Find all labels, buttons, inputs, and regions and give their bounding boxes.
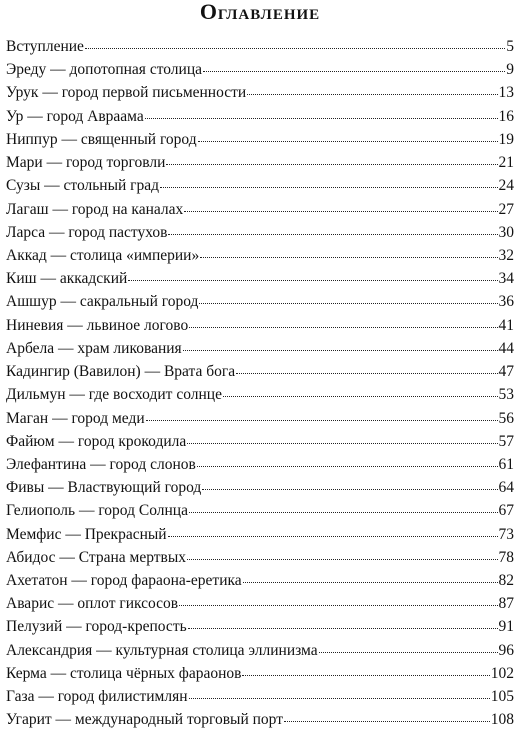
toc-entry-page-number: 47 — [499, 360, 514, 383]
dot-leader — [203, 57, 505, 72]
toc-entry-title: Ларса — город пастухов — [6, 221, 167, 244]
toc-entry-title: Маган — город меди — [6, 407, 145, 430]
toc-list — [6, 35, 514, 732]
dot-leader — [284, 707, 490, 722]
toc-entry — [6, 453, 514, 476]
toc-entry-title: Керма — столица чёрных фараонов — [6, 662, 241, 685]
toc-entry-title: Мари — город торговли — [6, 151, 165, 174]
toc-entry-title: Файюм — город крокодила — [6, 430, 186, 453]
toc-entry — [6, 174, 514, 197]
toc-entry-title: Вступление — [6, 35, 84, 58]
toc-entry-page-number: 32 — [499, 244, 514, 267]
dot-leader — [198, 127, 498, 142]
toc-entry-page-number: 64 — [499, 476, 514, 499]
toc-entry — [6, 639, 514, 662]
toc-entry-page-number: 102 — [491, 662, 514, 685]
toc-entry — [6, 267, 514, 290]
toc-entry-page-number: 108 — [491, 708, 514, 731]
toc-entry — [6, 499, 514, 522]
toc-entry-page-number: 91 — [499, 615, 514, 638]
toc-entry — [6, 546, 514, 569]
toc-entry — [6, 81, 514, 104]
toc-entry-page-number: 36 — [499, 290, 514, 313]
dot-leader — [166, 150, 497, 165]
toc-entry — [6, 685, 514, 708]
toc-entry-page-number: 19 — [499, 128, 514, 151]
toc-entry — [6, 35, 514, 58]
toc-entry-title: Пелузий — город-крепость — [6, 615, 187, 638]
dot-leader — [188, 614, 498, 629]
dot-leader — [319, 638, 498, 653]
toc-entry — [6, 290, 514, 313]
toc-entry-page-number: 9 — [506, 58, 514, 81]
dot-leader — [189, 498, 498, 513]
toc-entry-page-number: 87 — [499, 592, 514, 615]
toc-entry — [6, 314, 514, 337]
toc-entry-title: Урук — город первой письменности — [6, 81, 246, 104]
toc-entry-title: Газа — город филистимлян — [6, 685, 188, 708]
toc-entry — [6, 221, 514, 244]
toc-entry — [6, 128, 514, 151]
dot-leader — [247, 80, 497, 95]
dot-leader — [179, 591, 497, 606]
toc-entry — [6, 383, 514, 406]
toc-entry-page-number: 5 — [506, 35, 514, 58]
toc-entry — [6, 244, 514, 267]
toc-entry — [6, 337, 514, 360]
toc-entry-page-number: 30 — [499, 221, 514, 244]
toc-entry — [6, 407, 514, 430]
dot-leader — [189, 313, 497, 328]
dot-leader — [168, 522, 498, 537]
toc-entry — [6, 523, 514, 546]
dot-leader — [189, 684, 490, 699]
toc-entry-title: Ашшур — сакральный город — [6, 290, 198, 313]
toc-entry-title: Абидос — Страна мертвых — [6, 546, 186, 569]
dot-leader — [187, 545, 497, 560]
dot-leader — [146, 406, 498, 421]
toc-entry-title: Угарит — международный торговый порт — [6, 708, 283, 731]
toc-entry — [6, 198, 514, 221]
dot-leader — [168, 220, 497, 235]
toc-entry-page-number: 105 — [491, 685, 514, 708]
toc-entry-title: Лагаш — город на каналах — [6, 198, 183, 221]
dot-leader — [223, 382, 498, 397]
toc-entry-page-number: 27 — [499, 198, 514, 221]
dot-leader — [197, 452, 498, 467]
toc-entry — [6, 476, 514, 499]
toc-entry-title: Сузы — стольный град — [6, 174, 159, 197]
toc-entry-page-number: 57 — [499, 430, 514, 453]
toc-entry-title: Мемфис — Прекрасный — [6, 523, 167, 546]
toc-entry — [6, 662, 514, 685]
toc-entry-title: Ниневия — львиное логово — [6, 314, 188, 337]
dot-leader — [183, 336, 498, 351]
toc-entry-page-number: 41 — [499, 314, 514, 337]
toc-entry-title: Ахетатон — город фараона-еретика — [6, 569, 242, 592]
dot-leader — [128, 266, 497, 281]
toc-entry-title: Кадингир (Вавилон) — Врата бога — [6, 360, 235, 383]
toc-entry — [6, 58, 514, 81]
toc-entry-page-number: 21 — [499, 151, 514, 174]
toc-entry-title: Эреду — допотопная столица — [6, 58, 202, 81]
toc-entry-title: Элефантина — город слонов — [6, 453, 196, 476]
toc-entry-title: Киш — аккадский — [6, 267, 127, 290]
dot-leader — [160, 173, 497, 188]
dot-leader — [200, 243, 497, 258]
toc-entry — [6, 569, 514, 592]
toc-entry-title: Аварис — оплот гиксосов — [6, 592, 178, 615]
toc-entry — [6, 151, 514, 174]
toc-entry-page-number: 44 — [499, 337, 514, 360]
toc-entry — [6, 708, 514, 731]
toc-entry-title: Александрия — культурная столица эллинизма — [6, 639, 318, 662]
toc-entry-title: Фивы — Властвующий город — [6, 476, 201, 499]
toc-entry-title: Ур — город Авраама — [6, 105, 144, 128]
toc-entry-page-number: 96 — [499, 639, 514, 662]
toc-entry — [6, 615, 514, 638]
dot-leader — [202, 475, 497, 490]
dot-leader — [85, 34, 505, 49]
dot-leader — [145, 104, 498, 119]
toc-entry-title: Арбела — храм ликования — [6, 337, 182, 360]
toc-entry — [6, 360, 514, 383]
toc-entry-page-number: 73 — [499, 523, 514, 546]
toc-entry-title: Гелиополь — город Солнца — [6, 499, 188, 522]
dot-leader — [199, 289, 497, 304]
toc-entry-page-number: 61 — [499, 453, 514, 476]
toc-entry-page-number: 16 — [499, 105, 514, 128]
toc-entry-page-number: 13 — [499, 81, 514, 104]
toc-entry-title: Дильмун — где восходит солнце — [6, 383, 222, 406]
toc-entry — [6, 592, 514, 615]
toc-entry-page-number: 82 — [499, 569, 514, 592]
dot-leader — [236, 359, 497, 374]
toc-entry-page-number: 56 — [499, 407, 514, 430]
dot-leader — [242, 661, 489, 676]
dot-leader — [184, 197, 497, 212]
toc-entry — [6, 430, 514, 453]
toc-entry-title: Аккад — столица «империи» — [6, 244, 199, 267]
toc-entry-page-number: 53 — [499, 383, 514, 406]
toc-entry-page-number: 24 — [499, 174, 514, 197]
toc-entry-page-number: 67 — [499, 499, 514, 522]
dot-leader — [243, 568, 498, 583]
dot-leader — [187, 429, 497, 444]
toc-entry-page-number: 78 — [499, 546, 514, 569]
toc-entry — [6, 105, 514, 128]
toc-entry-page-number: 34 — [499, 267, 514, 290]
page-title: Оглавление — [0, 0, 514, 28]
toc-entry-title: Ниппур — священный город — [6, 128, 197, 151]
